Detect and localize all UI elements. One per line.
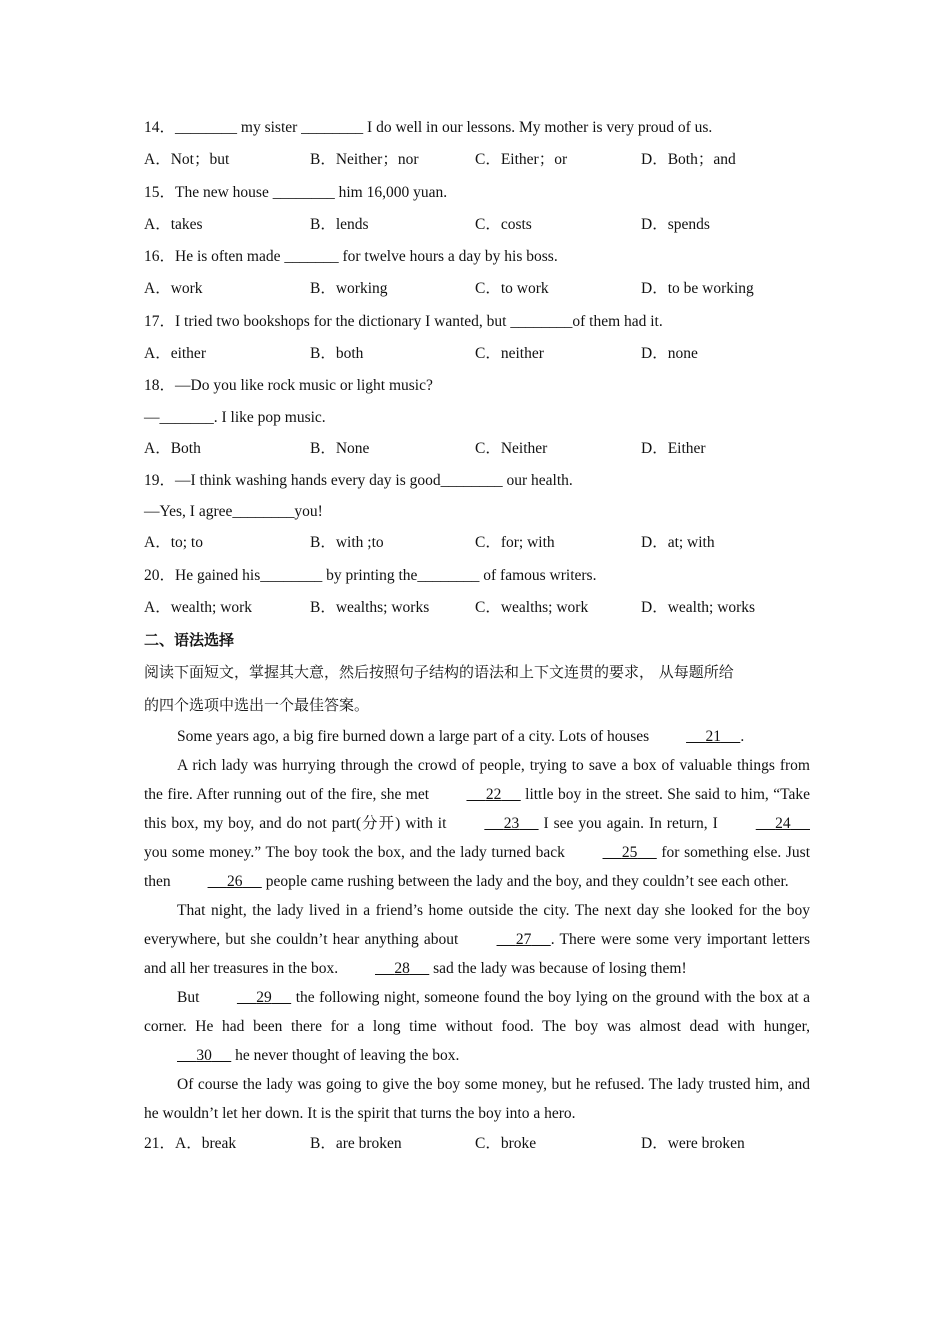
document-page (144, 112, 810, 1160)
question-16-stem: 16．He is often made _______ for twelve hours a day by his boss. (144, 248, 558, 266)
reading-passage (144, 722, 810, 1128)
option-b: B．working (310, 280, 388, 298)
question-15-options (144, 209, 810, 241)
question-14-stem: 14．________ my sister ________ I do well in our lessons. My mother is very proud of us. (144, 119, 713, 136)
question-20-options (144, 592, 810, 624)
option-a: A．Both (144, 439, 201, 457)
option-a: A．work (144, 280, 203, 298)
section-title: 二、语法选择 (144, 631, 235, 650)
option-b: B．wealths; works (310, 598, 430, 616)
blank-25: 25 (621, 844, 638, 862)
option-b: B．are broken (310, 1135, 402, 1153)
option-a: A．Not；but (144, 151, 230, 169)
question-17-options (144, 338, 810, 370)
blank-23: 23 (503, 815, 520, 833)
passage-paragraph: But 29 the following night, someone found the boy lying on the ground with the box at a corner. He had been there for a long time without food. The boy was almost dead with hunger, 30 he never thought of leaving the box. (144, 983, 810, 1070)
option-a: A．either (144, 345, 206, 363)
question-16-options (144, 273, 810, 305)
option-c: C．costs (475, 215, 532, 233)
option-c: C．for; with (475, 534, 555, 552)
blank-24: 24 (775, 815, 791, 833)
option-b: B．lends (310, 215, 369, 233)
blank-28: 28 (394, 960, 410, 978)
option-d: D．to be working (641, 280, 754, 298)
option-a: A．takes (144, 215, 203, 233)
blank-29: 29 (256, 989, 272, 1007)
option-a: A．wealth; work (144, 598, 253, 616)
option-c: C．Neither (475, 439, 548, 457)
blank-21: 21 (705, 728, 721, 746)
question-19-options (144, 527, 810, 559)
option-a: A．break (175, 1135, 237, 1153)
option-c: C．broke (475, 1135, 537, 1153)
option-c: C．neither (475, 345, 544, 363)
question-18-stem: 18．—Do you like rock music or light music? (144, 377, 433, 395)
option-d: D．Both；and (641, 151, 736, 169)
passage-paragraph: A rich lady was hurrying through the crowd of people, trying to save a box of valuable things from the fire. After running out of the fire, she met 22 little boy in the street. She said to him, “Take this box, my boy, and do not part(分开) with it 23 I see you again. In return, I 24 you some money.” The boy took the box, and the lady turned back 25 for something else. Just then 26 people came rushing between the lady and the boy, and they couldn’t see each other. (144, 751, 810, 896)
question-18-options (144, 433, 810, 465)
instructions-line-2: 的四个选项中选出一个最佳答案。 (144, 696, 370, 715)
option-b: B．None (310, 439, 370, 457)
question-17-stem: 17．I tried two bookshops for the dictionary I wanted, but ________of them had it. (144, 312, 663, 330)
section-instructions (144, 656, 810, 722)
option-c: C．Either；or (475, 151, 568, 169)
question-18-stem-reply: —_______. I like pop music. (144, 408, 326, 426)
question-14-options (144, 144, 810, 176)
option-d: D．Either (641, 439, 706, 457)
option-d: D．spends (641, 215, 710, 233)
question-21-number: 21． (144, 1135, 176, 1153)
option-d: D．none (641, 345, 698, 363)
question-19-stem-reply: —Yes, I agree________you! (144, 503, 323, 521)
blank-22: 22 (485, 786, 502, 804)
option-b: B．Neither；nor (310, 151, 419, 169)
passage-paragraph: Some years ago, a big fire burned down a large part of a city. Lots of houses 21 . (144, 722, 810, 751)
question-20-stem: 20．He gained his________ by printing the________ of famous writers. (144, 566, 597, 584)
option-c: C．to work (475, 280, 549, 298)
option-d: D．at; with (641, 534, 715, 552)
option-b: B．both (310, 345, 364, 363)
question-21-options (144, 1128, 810, 1160)
passage-paragraph: That night, the lady lived in a friend’s home outside the city. The next day she looked for the boy everywhere, but she couldn’t hear anything about 27 . There were some very important letters and all her treasures in the box. 28 sad the lady was because of losing them! (144, 896, 810, 983)
option-b: B．with ;to (310, 534, 384, 552)
option-a: A．to; to (144, 534, 203, 552)
option-c: C．wealths; work (475, 598, 589, 616)
instructions-line-1: 阅读下面短文，掌握其大意，然后按照句子结构的语法和上下文连贯的要求， 从每题所给 (144, 663, 734, 682)
question-19-stem: 19．—I think washing hands every day is good________ our health. (144, 471, 573, 489)
question-15-stem: 15．The new house ________ him 16,000 yuan. (144, 183, 448, 201)
passage-paragraph: Of course the lady was going to give the boy some money, but he refused. The lady trusted him, and he wouldn’t let her down. It is the spirit that turns the boy into a hero. (144, 1076, 810, 1123)
blank-26: 26 (226, 873, 243, 891)
option-d: D．wealth; works (641, 598, 756, 616)
blank-30: 30 (196, 1047, 212, 1065)
blank-27: 27 (515, 931, 532, 949)
option-d: D．were broken (641, 1135, 745, 1153)
